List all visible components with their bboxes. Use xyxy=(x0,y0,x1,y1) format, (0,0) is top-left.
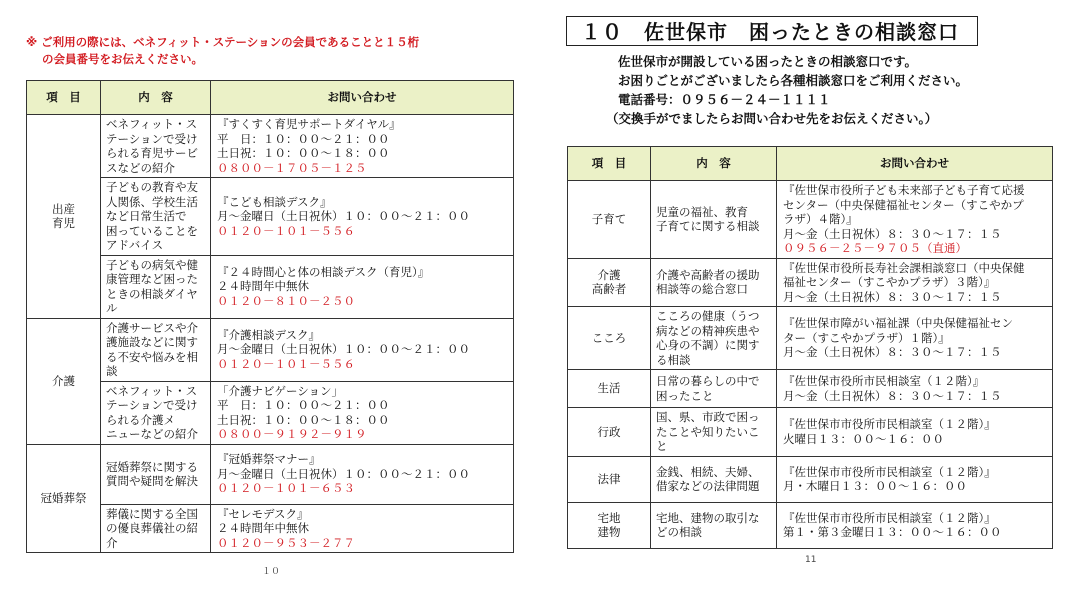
description-line: たことや知りたいこ xyxy=(656,424,760,439)
description-line: スなどの紹介 xyxy=(106,160,175,175)
table-body xyxy=(568,181,1053,549)
phone-number: ０１２０－１０１－６５３ xyxy=(217,481,355,496)
category-cell xyxy=(27,115,101,319)
intro-phone: 電話番号：０９５６－２４－１１１１ xyxy=(618,92,831,107)
contact-line: 土日祝：１０：００～１８：００ xyxy=(217,146,390,160)
table-row xyxy=(568,181,1053,259)
description-line: られる介護メ xyxy=(106,412,175,427)
phone-number: ０１２０－９５３－２７７ xyxy=(217,535,355,550)
contact-line: 月～金（土日祝休）８：３０～１７：１５ xyxy=(783,345,1002,360)
description-line: る相談 xyxy=(656,352,691,367)
contact-cell xyxy=(211,504,514,553)
category-cell xyxy=(568,456,651,502)
description-cell xyxy=(651,502,777,548)
contact-cell xyxy=(211,178,514,256)
category-label: こころ xyxy=(591,330,627,345)
description-line: ニューなどの紹介 xyxy=(106,427,198,441)
category-label: 介護 xyxy=(597,267,621,282)
contact-line: 月～金（土日祝休）８：３０～１７：１５ xyxy=(783,289,1002,304)
category-label: 介護 xyxy=(52,373,75,388)
description-line: 困っていることを xyxy=(106,223,198,238)
description-cell xyxy=(651,181,777,259)
table-row xyxy=(27,381,514,444)
contact-line: センター（中央保健福祉センター（すこやかプ xyxy=(783,197,1024,212)
table-row xyxy=(568,258,1053,307)
category-cell xyxy=(568,307,651,370)
description-cell xyxy=(101,381,211,444)
category-label: 子育て xyxy=(591,212,627,226)
header-contact: お問い合わせ xyxy=(777,147,1053,181)
description-line: テーションで受け xyxy=(106,398,198,412)
category-label: 冠婚葬祭 xyxy=(40,491,87,505)
contact-line: 『佐世保市障がい福祉課（中央保健福祉セン xyxy=(783,316,1013,331)
description-line: 介護や高齢者の援助 xyxy=(656,267,760,282)
category-cell xyxy=(568,370,651,408)
description-cell xyxy=(651,258,777,307)
table-row xyxy=(568,456,1053,502)
contact-line: 『すくすく育児サポートダイヤル』 xyxy=(217,117,401,131)
category-cell xyxy=(568,502,651,548)
category-label: 建物 xyxy=(597,525,621,539)
benefit-consultation-table xyxy=(26,80,514,553)
contact-line: 『２４時間心と体の相談デスク（育児）』 xyxy=(217,264,430,279)
description-line: ル xyxy=(106,301,118,315)
contact-cell xyxy=(777,307,1053,370)
header-contact: お問い合わせ xyxy=(211,81,514,115)
header-item: 項 目 xyxy=(27,81,101,115)
table-row xyxy=(27,444,514,504)
table-row xyxy=(27,178,514,256)
description-cell xyxy=(651,408,777,457)
description-line: 護施設などに関す xyxy=(106,335,198,349)
member-notice xyxy=(26,34,526,68)
notice-line-2: の会員番号をお伝えください。 xyxy=(42,52,203,66)
description-line: 康管理など困った xyxy=(106,272,198,286)
category-cell xyxy=(568,258,651,307)
contact-line: 『佐世保市市役所市民相談室（１２階）』 xyxy=(783,464,996,479)
category-cell xyxy=(568,181,651,259)
description-line: 病などの精神疾患や xyxy=(656,323,760,338)
page-title: １０ 佐世保市 困ったときの相談窓口 xyxy=(566,16,978,46)
intro-line: （交換手がでましたらお問い合わせ先をお伝えください。） xyxy=(606,111,938,126)
phone-number: ０８００－９１９２－９１９ xyxy=(217,427,367,441)
page-number: １０ xyxy=(262,567,281,577)
contact-line: 月～金（土日祝休）８：３０～１７：１５ xyxy=(783,388,1002,403)
contact-line: 『佐世保市役所子ども未来部子ども子育て応援 xyxy=(783,183,1025,197)
table-row xyxy=(568,307,1053,370)
description-line: 冠婚葬祭に関する xyxy=(106,459,198,474)
contact-line: 『佐世保市市役所市民相談室（１２階）』 xyxy=(783,417,996,432)
contact-cell xyxy=(777,408,1053,457)
description-line: 子どもの教育や友 xyxy=(106,180,198,194)
contact-line: 平 日：１０：００～２１：００ xyxy=(217,131,390,146)
category-cell xyxy=(568,408,651,457)
intro-line: お困りごとがございましたら各種相談窓口をご利用ください。 xyxy=(618,73,969,88)
contact-cell xyxy=(777,258,1053,307)
category-label: 宅地 xyxy=(597,510,621,525)
description-cell xyxy=(101,318,211,381)
intro-text xyxy=(606,52,969,128)
category-label: 生活 xyxy=(597,381,621,396)
contact-line: ター（すこやかプラザ）１階）』 xyxy=(783,330,950,345)
description-cell xyxy=(101,504,211,553)
description-line: どの相談 xyxy=(656,525,702,539)
description-line: など日常生活で xyxy=(106,209,187,223)
description-line: 介 xyxy=(106,535,118,550)
contact-line: 福祉センター（すこやかプラザ）３階）』 xyxy=(783,275,996,289)
contact-line: ２４時間年中無休 xyxy=(217,521,309,535)
description-line: の優良葬儀社の紹 xyxy=(106,521,198,535)
description-cell xyxy=(651,370,777,408)
contact-line: 月～金曜日（土日祝休）１０：００～２１：００ xyxy=(217,342,470,357)
page-number: 11 xyxy=(805,555,817,565)
notice-line-1: ※ ご利用の際には、ベネフィット・ステーションの会員であることと１５桁 xyxy=(26,35,420,49)
intro-line: 佐世保市が開設している困ったときの相談窓口です。 xyxy=(618,54,918,69)
category-label: 法律 xyxy=(597,471,621,486)
city-consultation-table xyxy=(567,146,1053,549)
description-line: 日常の暮らしの中で xyxy=(656,374,760,388)
right-page xyxy=(540,0,1079,607)
contact-line: 月～金（土日祝休）８：３０～１７：１５ xyxy=(783,226,1002,241)
contact-cell xyxy=(211,381,514,444)
description-line: 相談等の総合窓口 xyxy=(656,282,748,297)
table-row xyxy=(568,502,1053,548)
description-line: 金銭、相続、夫婦、 xyxy=(656,464,760,479)
description-line: アドバイス xyxy=(106,238,164,252)
description-line: 借家などの法律問題 xyxy=(656,479,760,493)
contact-line: 火曜日１３：００～１６：００ xyxy=(783,431,944,446)
contact-line: 平 日：１０：００～２１：００ xyxy=(217,398,390,412)
description-line: ベネフィット・ス xyxy=(106,117,198,131)
table-row xyxy=(27,504,514,553)
phone-number: ０８００－１７０５－１２５ xyxy=(217,160,367,175)
contact-line: 月～金曜日（土日祝休）１０：００～２１：００ xyxy=(217,466,470,481)
contact-cell xyxy=(211,318,514,381)
description-line: 宅地、建物の取引な xyxy=(656,510,760,525)
description-line: 心身の不調）に関す xyxy=(656,338,760,352)
category-cell xyxy=(27,444,101,553)
category-label: 出産 xyxy=(52,201,75,216)
contact-line: 『佐世保市役所長寿社会課相談窓口（中央保健 xyxy=(783,260,1025,275)
phone-number: ０１２０－１０１－５５６ xyxy=(217,223,355,238)
phone-number: ０１２０－８１０－２５０ xyxy=(217,293,355,308)
description-line: テーションで受け xyxy=(106,131,198,146)
contact-line: 『こども相談デスク』 xyxy=(217,194,332,209)
contact-line: 『佐世保市市役所市民相談室（１２階）』 xyxy=(783,510,996,525)
description-line: こころの健康（うつ xyxy=(656,309,760,323)
phone-number: ０１２０－１０１－５５６ xyxy=(217,356,355,371)
table-header-row xyxy=(27,81,514,115)
description-line: 介護サービスや介 xyxy=(106,320,198,335)
description-line: 談 xyxy=(106,364,118,378)
contact-cell xyxy=(211,255,514,318)
contact-cell xyxy=(777,502,1053,548)
category-label: 育児 xyxy=(52,216,75,231)
description-line: 子育てに関する相談 xyxy=(656,219,760,234)
table-row xyxy=(27,115,514,178)
description-line: ベネフィット・ス xyxy=(106,383,198,398)
category-cell xyxy=(27,318,101,444)
contact-line: 土日祝：１０：００～１８：００ xyxy=(217,412,390,427)
contact-line: 『介護相談デスク』 xyxy=(217,327,321,342)
category-label: 行政 xyxy=(597,424,621,439)
contact-cell xyxy=(777,456,1053,502)
contact-line: 第１・第３金曜日１３：００～１６：００ xyxy=(783,525,1002,539)
contact-line: 『セレモデスク』 xyxy=(217,506,309,521)
description-cell xyxy=(651,456,777,502)
description-cell xyxy=(101,444,211,504)
description-line: 困ったこと xyxy=(656,388,714,403)
description-line: 国、県、市政で困っ xyxy=(656,410,760,424)
table-row xyxy=(27,255,514,318)
contact-line: 月～金曜日（土日祝休）１０：００～２１：００ xyxy=(217,209,470,223)
description-line: 葬儀に関する全国 xyxy=(106,506,198,521)
contact-line: ２４時間年中無休 xyxy=(217,279,309,294)
table-body xyxy=(27,115,514,553)
phone-number: ０９５６－２５－９７０５（直通） xyxy=(783,241,967,255)
table-row xyxy=(27,318,514,381)
description-line: る不安や悩みを相 xyxy=(106,349,198,364)
contact-line: 『佐世保市役所市民相談室（１２階）』 xyxy=(783,374,985,388)
category-label: 高齢者 xyxy=(591,282,627,297)
table-header-row xyxy=(568,147,1053,181)
description-cell xyxy=(101,115,211,178)
contact-cell xyxy=(211,115,514,178)
contact-line: ラザ）４階）』 xyxy=(783,212,858,226)
table-row xyxy=(568,408,1053,457)
description-line: ときの相談ダイヤ xyxy=(106,286,198,301)
header-content: 内 容 xyxy=(101,81,211,115)
header-item: 項 目 xyxy=(568,147,651,181)
description-cell xyxy=(651,307,777,370)
contact-cell xyxy=(777,181,1053,259)
description-cell xyxy=(101,178,211,256)
description-cell xyxy=(101,255,211,318)
description-line: と xyxy=(656,439,668,453)
header-content: 内 容 xyxy=(651,147,777,181)
table-row xyxy=(568,370,1053,408)
description-line: 子どもの病気や健 xyxy=(106,257,198,272)
description-line: られる育児サービ xyxy=(106,146,198,160)
description-line: 人関係、学校生活 xyxy=(106,194,198,209)
contact-cell xyxy=(211,444,514,504)
contact-line: 『冠婚葬祭マナー』 xyxy=(217,452,321,467)
description-line: 質問や疑問を解決 xyxy=(106,474,198,488)
contact-line: 月・木曜日１３：００～１６：００ xyxy=(783,479,967,493)
description-line: 児童の福祉、教育 xyxy=(656,204,748,219)
contact-line: 「介護ナビゲーション」 xyxy=(217,383,344,398)
contact-cell xyxy=(777,370,1053,408)
